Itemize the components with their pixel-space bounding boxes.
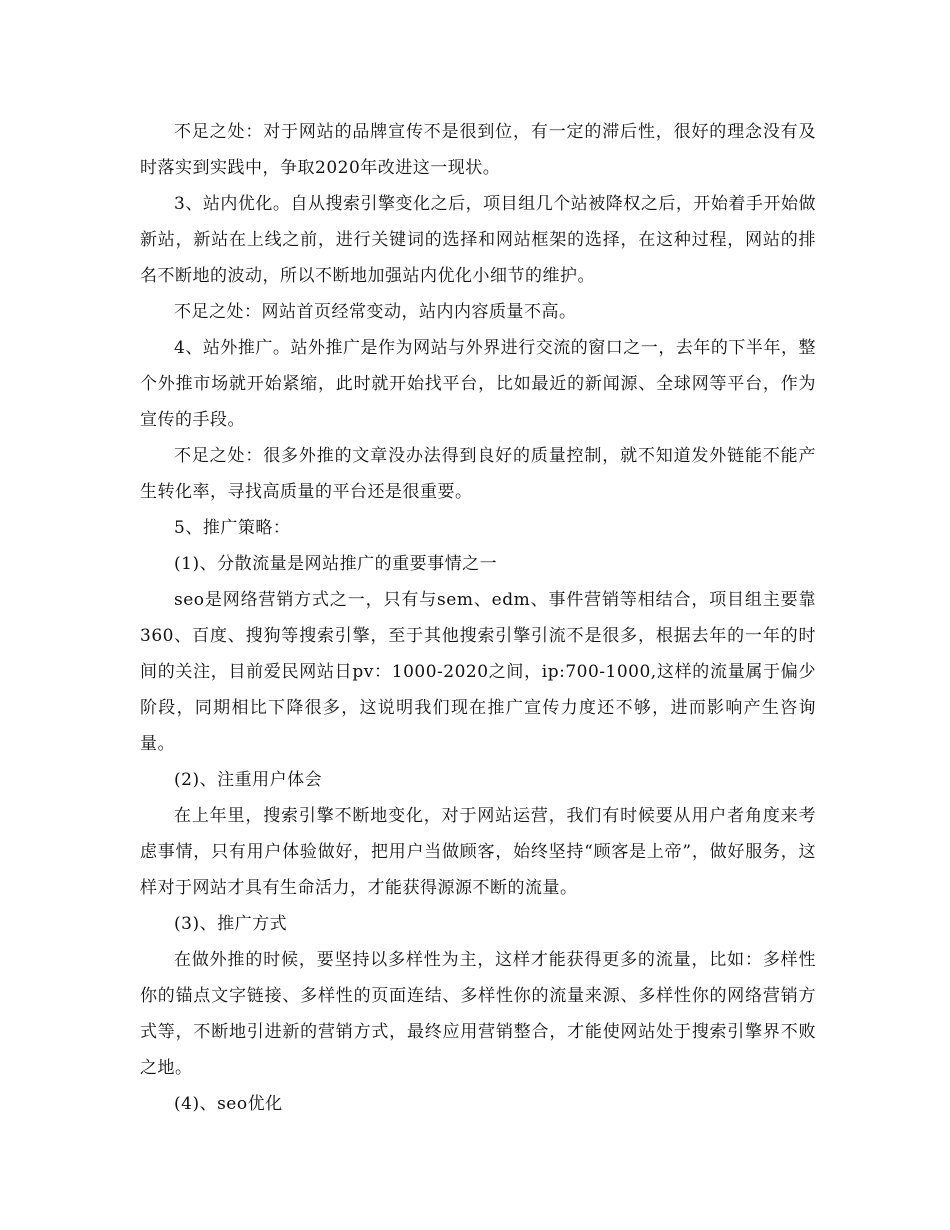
subheading-promotion-methods: (3)、推广方式 [174,914,288,934]
paragraph-promotion-methods: 在做外推的时候，要坚持以多样性为主，这样才能获得更多的流量，比如：多样性你的锚点文字链接、多样性的页面连结、多样性你的流量来源、多样性你的网络营销方式等，不断地引进新的营销方式，最终应用营销整合，才能使网站处于搜索引擎界不败之地。 [140,950,816,1078]
paragraph-seo-traffic: seo是网络营销方式之一，只有与sem、edm、事件营销等相结合，项目组主要靠360、百度、搜狗等搜索引擎，至于其他搜索引擎引流不是很多，根据去年的一年的时间的关注，目前爱民网站日pv：1000-2020之间，ip:700-1000,这样的流量属于偏少阶段，同期相比下降很多，这说明我们现在推广宣传力度还不够，进而影响产生咨询量。 [140,590,816,754]
paragraph-shortcoming-quality: 不足之处：很多外推的文章没办法得到良好的质量控制，就不知道发外链能不能产生转化率，寻找高质量的平台还是很重要。 [140,446,816,502]
subheading-traffic-distribution: (1)、分散流量是网站推广的重要事情之一 [174,554,498,574]
subheading-seo-optimization: (4)、seo优化 [174,1094,283,1114]
document-body [140,114,816,1122]
subheading-user-experience: (2)、注重用户体会 [174,770,323,790]
paragraph-shortcoming-brand: 不足之处：对于网站的品牌宣传不是很到位，有一定的滞后性，很好的理念没有及时落实到实践中，争取2020年改进这一现状。 [140,122,816,178]
heading-promotion-strategy: 5、推广策略： [174,518,291,538]
paragraph-offsite-promotion: 4、站外推广。站外推广是作为网站与外界进行交流的窗口之一，去年的下半年，整个外推市场就开始紧缩，此时就开始找平台，比如最近的新闻源、全球网等平台，作为宣传的手段。 [140,338,816,430]
paragraph-onsite-optimization: 3、站内优化。自从搜索引擎变化之后，项目组几个站被降权之后，开始着手开始做新站，新站在上线之前，进行关键词的选择和网站框架的选择，在这种过程，网站的排名不断地的波动，所以不断地加强站内优化小细节的维护。 [140,194,816,286]
paragraph-shortcoming-homepage: 不足之处：网站首页经常变动，站内内容质量不高。 [174,302,577,322]
paragraph-user-experience: 在上年里，搜索引擎不断地变化，对于网站运营，我们有时候要从用户者角度来考虑事情，只有用户体验做好，把用户当做顾客，始终坚持“顾客是上帝”，做好服务，这样对于网站才具有生命活力，才能获得源源不断的流量。 [140,806,816,898]
